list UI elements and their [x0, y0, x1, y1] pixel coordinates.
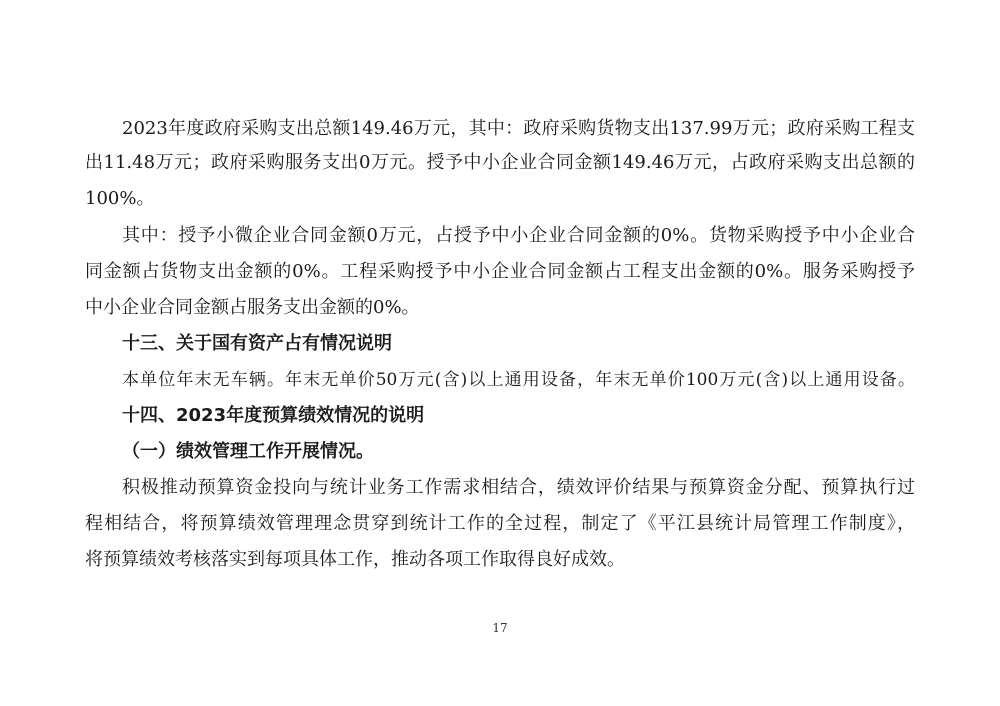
section-13-heading: 十三、关于国有资产占有情况说明: [122, 333, 392, 354]
procurement-line-3: 100%。: [85, 188, 155, 209]
subsection-1-heading: （一）绩效管理工作开展情况。: [122, 441, 374, 462]
sme-line-2: 同金额占货物支出金额的0%。工程采购授予中小企业合同金额占工程支出金额的0%。服务采购授予: [85, 261, 915, 282]
performance-line-3: 将预算绩效考核落实到每项具体工作，推动各项工作取得良好成效。: [85, 549, 625, 570]
performance-line-1: 积极推动预算资金投向与统计业务工作需求相结合，绩效评价结果与预算资金分配、预算执行过: [122, 477, 915, 498]
performance-line-2: 程相结合，将预算绩效管理理念贯穿到统计工作的全过程，制定了《平江县统计局管理工作制度》，: [85, 513, 915, 534]
page-number: 17: [492, 621, 508, 635]
procurement-line-2: 出11.48万元；政府采购服务支出0万元。授予中小企业合同金额149.46万元，占政府采购支出总额的: [85, 152, 915, 173]
sme-line-3: 中小企业合同金额占服务支出金额的0%。: [85, 297, 420, 318]
procurement-line-1: 2023年度政府采购支出总额149.46万元，其中：政府采购货物支出137.99万元；政府采购工程支: [122, 118, 915, 139]
sme-line-1: 其中：授予小微企业合同金额0万元，占授予中小企业合同金额的0%。货物采购授予中小企业合: [122, 225, 915, 246]
section-13-text: 本单位年末无车辆。年末无单价50万元(含)以上通用设备，年末无单价100万元(含)以上通用设备。: [122, 370, 915, 390]
section-14-heading: 十四、2023年度预算绩效情况的说明: [122, 405, 425, 426]
